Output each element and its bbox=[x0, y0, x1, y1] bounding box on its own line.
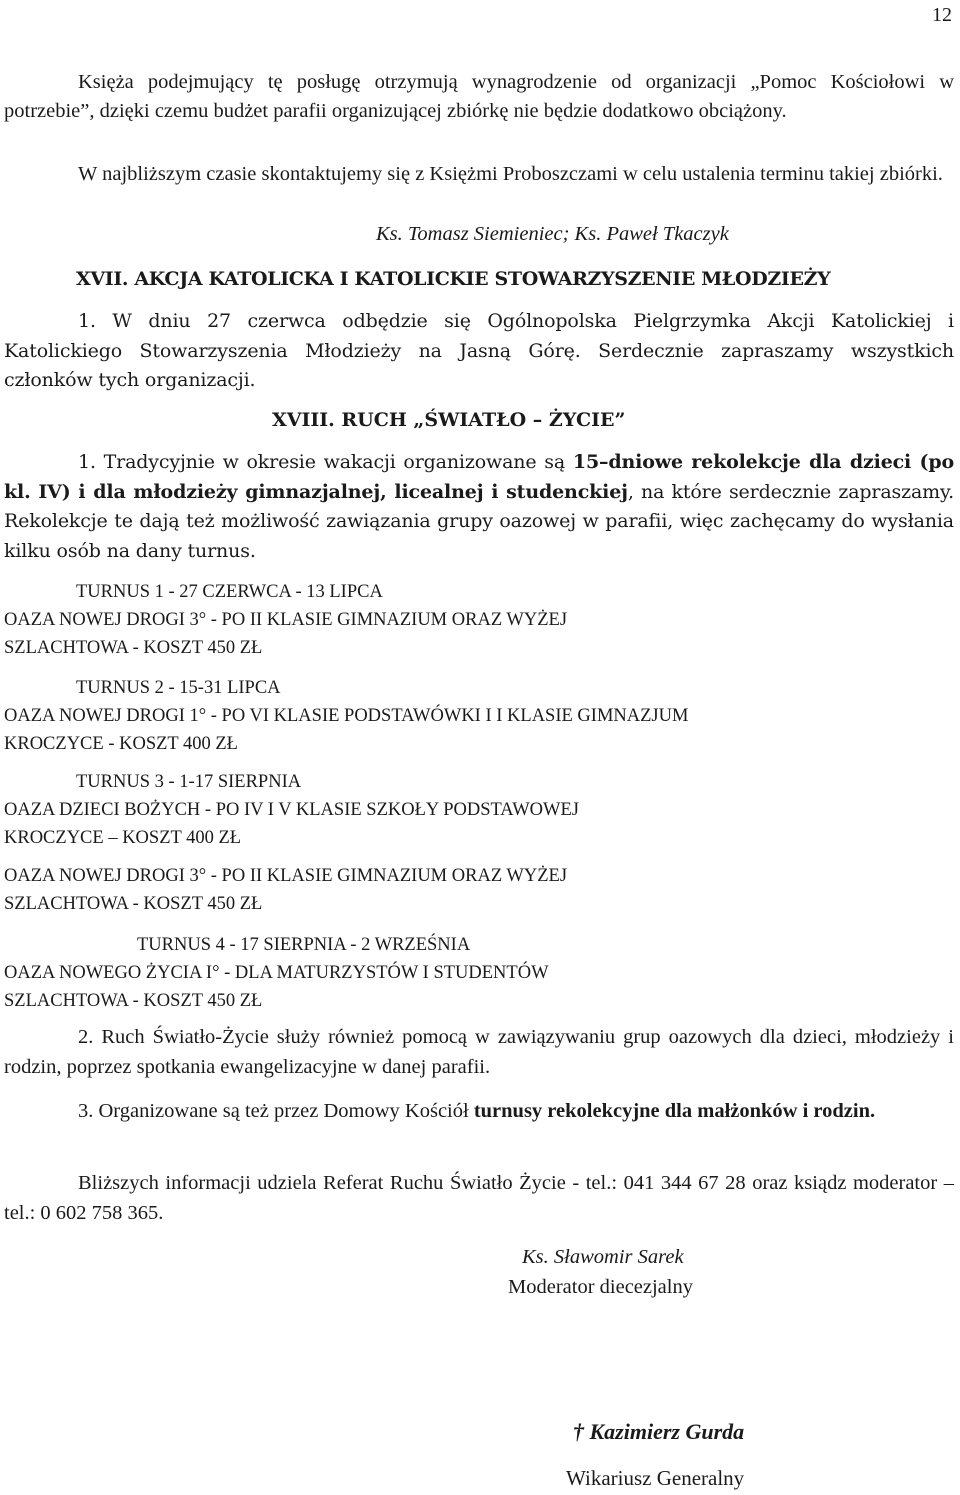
closing-paragraph-3-text: 3. Organizowane są też przez Domowy Kościół bbox=[78, 1100, 474, 1122]
intro-paragraph-2: W najbliższym czasie skontaktujemy się z Księżmi Proboszczami w celu ustalenia terminu takiej zbiórki. bbox=[78, 163, 943, 185]
final-signature-name: † Kazimierz Gurda bbox=[573, 1419, 745, 1444]
turnus-1-title: TURNUS 1 - 27 CZERWCA - 13 LIPCA bbox=[76, 582, 383, 602]
section-18-text-c: , na które serdecznie zapraszamy. Rekolekcje te dają też możliwość zawiązania grupy oazowej w parafii, więc zachęcamy do wysłania kilku osób na dany turnus. bbox=[4, 480, 954, 562]
turnus-1-line-1: OAZA NOWEJ DROGI 3° - PO II KLASIE GIMNAZIUM ORAZ WYŻEJ bbox=[4, 610, 568, 630]
turnus-3-title: TURNUS 3 - 1-17 SIERPNIA bbox=[76, 772, 302, 792]
turnus-4-line-2: SZLACHTOWA - KOSZT 450 ZŁ bbox=[4, 991, 263, 1011]
closing-paragraph-3-bold: turnusy rekolekcyjne dla małżonków i rodzin. bbox=[473, 1100, 876, 1122]
section-18-text-a: 1. Tradycyjnie w okresie wakacji organizowane są bbox=[78, 451, 573, 473]
turnus-3-line-1: OAZA DZIECI BOŻYCH - PO IV I V KLASIE SZKOŁY PODSTAWOWEJ bbox=[4, 800, 579, 820]
moderator-signature-name: Ks. Sławomir Sarek bbox=[522, 1246, 684, 1268]
intro-paragraph-1: Księża podejmujący tę posługę otrzymują wynagrodzenie od organizacji „Pomoc Kościołowi w potrzebie”, dzięki czemu budżet parafii organizującej zbiórkę nie będzie dodatkowo obciążony. bbox=[4, 71, 954, 122]
closing-paragraph-2: 2. Ruch Światło-Życie służy również pomocą w zawiązywaniu grup oazowych dla dzieci, młodzieży i rodzin, poprzez spotkania ewangelizacyjne w danej parafii. bbox=[4, 1026, 954, 1078]
moderator-signature-role: Moderator diecezjalny bbox=[508, 1276, 693, 1298]
section-17-paragraph: 1. W dniu 27 czerwca odbędzie się Ogólnopolska Pielgrzymka Akcji Katolickiej i Katolickiego Stowarzyszenia Młodzieży na Jasną Górę. Serdecznie zapraszamy wszystkich członków tych organizacji. bbox=[4, 310, 954, 392]
page-number: 12 bbox=[932, 4, 952, 26]
turnus-4-title: TURNUS 4 - 17 SIERPNIA - 2 WRZEŚNIA bbox=[137, 935, 471, 955]
turnus-3-line-3: OAZA NOWEJ DROGI 3° - PO II KLASIE GIMNAZIUM ORAZ WYŻEJ bbox=[4, 866, 568, 886]
closing-paragraph-3 bbox=[4, 1096, 954, 1126]
turnus-2-title: TURNUS 2 - 15-31 LIPCA bbox=[76, 678, 281, 698]
turnus-2-line-2: KROCZYCE - KOSZT 400 ZŁ bbox=[4, 734, 238, 754]
section-17-heading: XVII. AKCJA KATOLICKA I KATOLICKIE STOWARZYSZENIE MŁODZIEŻY bbox=[76, 268, 831, 290]
turnus-3-line-2: KROCZYCE – KOSZT 400 ZŁ bbox=[4, 828, 242, 848]
turnus-3-line-4: SZLACHTOWA - KOSZT 450 ZŁ bbox=[4, 894, 263, 914]
turnus-1-line-2: SZLACHTOWA - KOSZT 450 ZŁ bbox=[4, 638, 263, 658]
section-18-paragraph bbox=[4, 448, 954, 566]
section-18-heading: XVIII. RUCH „ŚWIATŁO – ŻYCIE” bbox=[272, 409, 626, 431]
section-18-text-bold: 15–dniowe rekolekcje dla dzieci (po kl. IV) i dla młodzieży gimnazjalnej, licealnej i studenckiej bbox=[4, 451, 955, 503]
closing-paragraph-4: Bliższych informacji udziela Referat Ruchu Światło Życie - tel.: 041 344 67 28 oraz ksiądz moderator – tel.: 0 602 758 365. bbox=[4, 1172, 954, 1224]
intro-signature: Ks. Tomasz Siemieniec; Ks. Paweł Tkaczyk bbox=[376, 223, 729, 245]
turnus-4-line-1: OAZA NOWEGO ŻYCIA I° - DLA MATURZYSTÓW I STUDENTÓW bbox=[4, 963, 549, 983]
final-signature-role: Wikariusz Generalny bbox=[566, 1466, 745, 1490]
turnus-2-line-1: OAZA NOWEJ DROGI 1° - PO VI KLASIE PODSTAWÓWKI I I KLASIE GIMNAZJUM bbox=[4, 706, 689, 726]
